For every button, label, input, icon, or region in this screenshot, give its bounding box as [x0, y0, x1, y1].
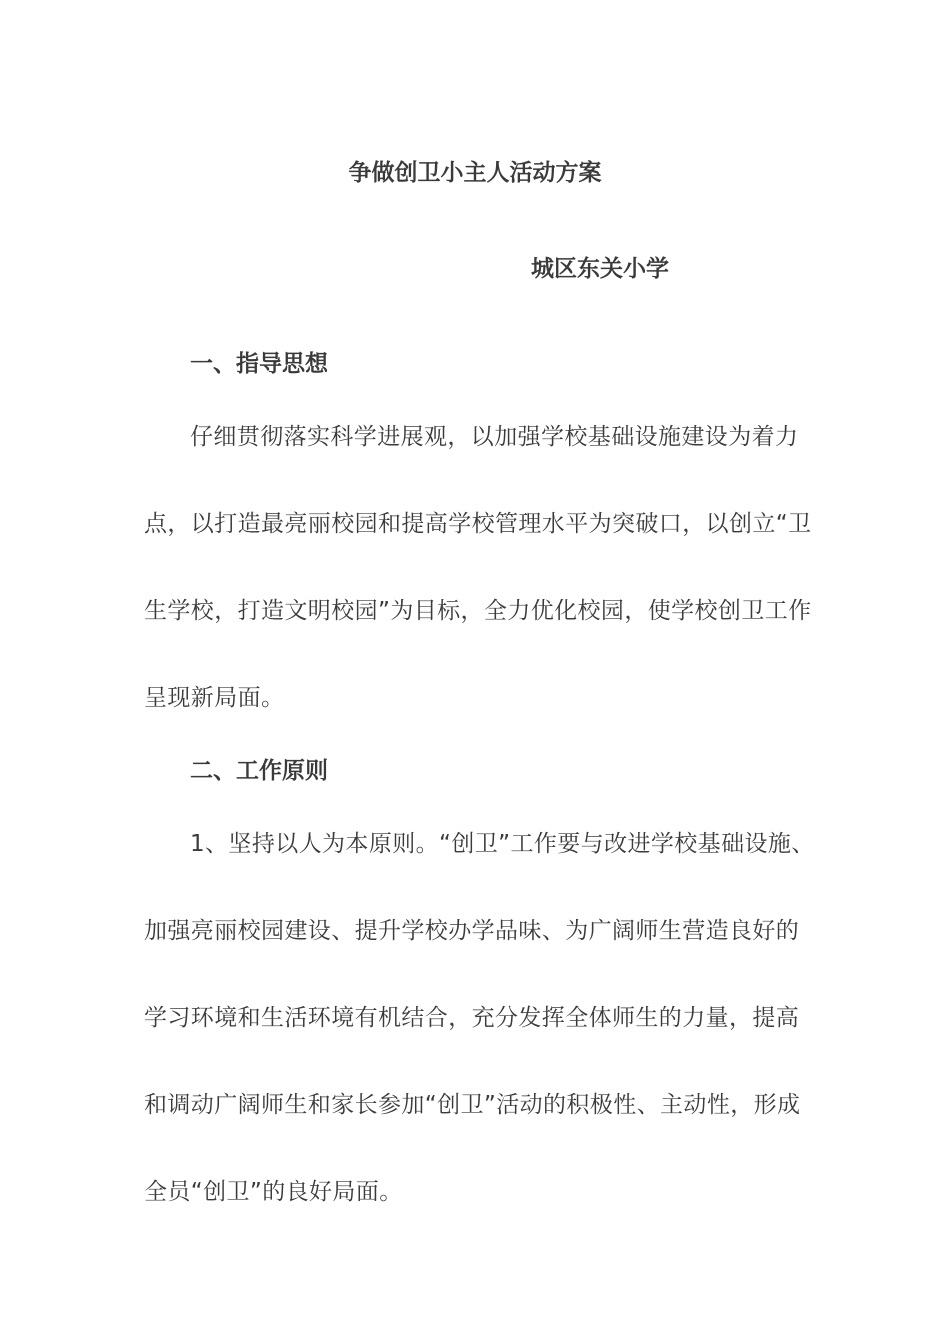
paragraph-line: 生学校，打造文明校园”为目标，全力优化校园，使学校创卫工作: [144, 598, 812, 624]
paragraph-line: 学习环境和生活环境有机结合，充分发挥全体师生的力量，提高: [144, 1005, 800, 1031]
section-heading-guiding-thought: 一、指导思想: [190, 351, 328, 377]
paragraph-line: 全员“创卫”的良好局面。: [144, 1179, 403, 1205]
paragraph-line: 1、坚持以人为本原则。“创卫”工作要与改进学校基础设施、: [190, 831, 815, 857]
paragraph-line: 和调动广阔师生和家长参加“创卫”活动的积极性、主动性，形成: [144, 1092, 801, 1118]
section-heading-work-principles: 二、工作原则: [190, 758, 328, 784]
document-title: 争做创卫小主人活动方案: [348, 160, 602, 186]
paragraph-line: 点，以打造最亮丽校园和提高学校管理水平为突破口，以创立“卫: [144, 511, 812, 537]
paragraph-line: 仔细贯彻落实科学进展观，以加强学校基础设施建设为着力: [190, 424, 799, 450]
school-name: 城区东关小学: [531, 256, 669, 282]
paragraph-line: 呈现新局面。: [144, 685, 285, 711]
paragraph-line: 加强亮丽校园建设、提升学校办学品味、为广阔师生营造良好的: [144, 918, 800, 944]
